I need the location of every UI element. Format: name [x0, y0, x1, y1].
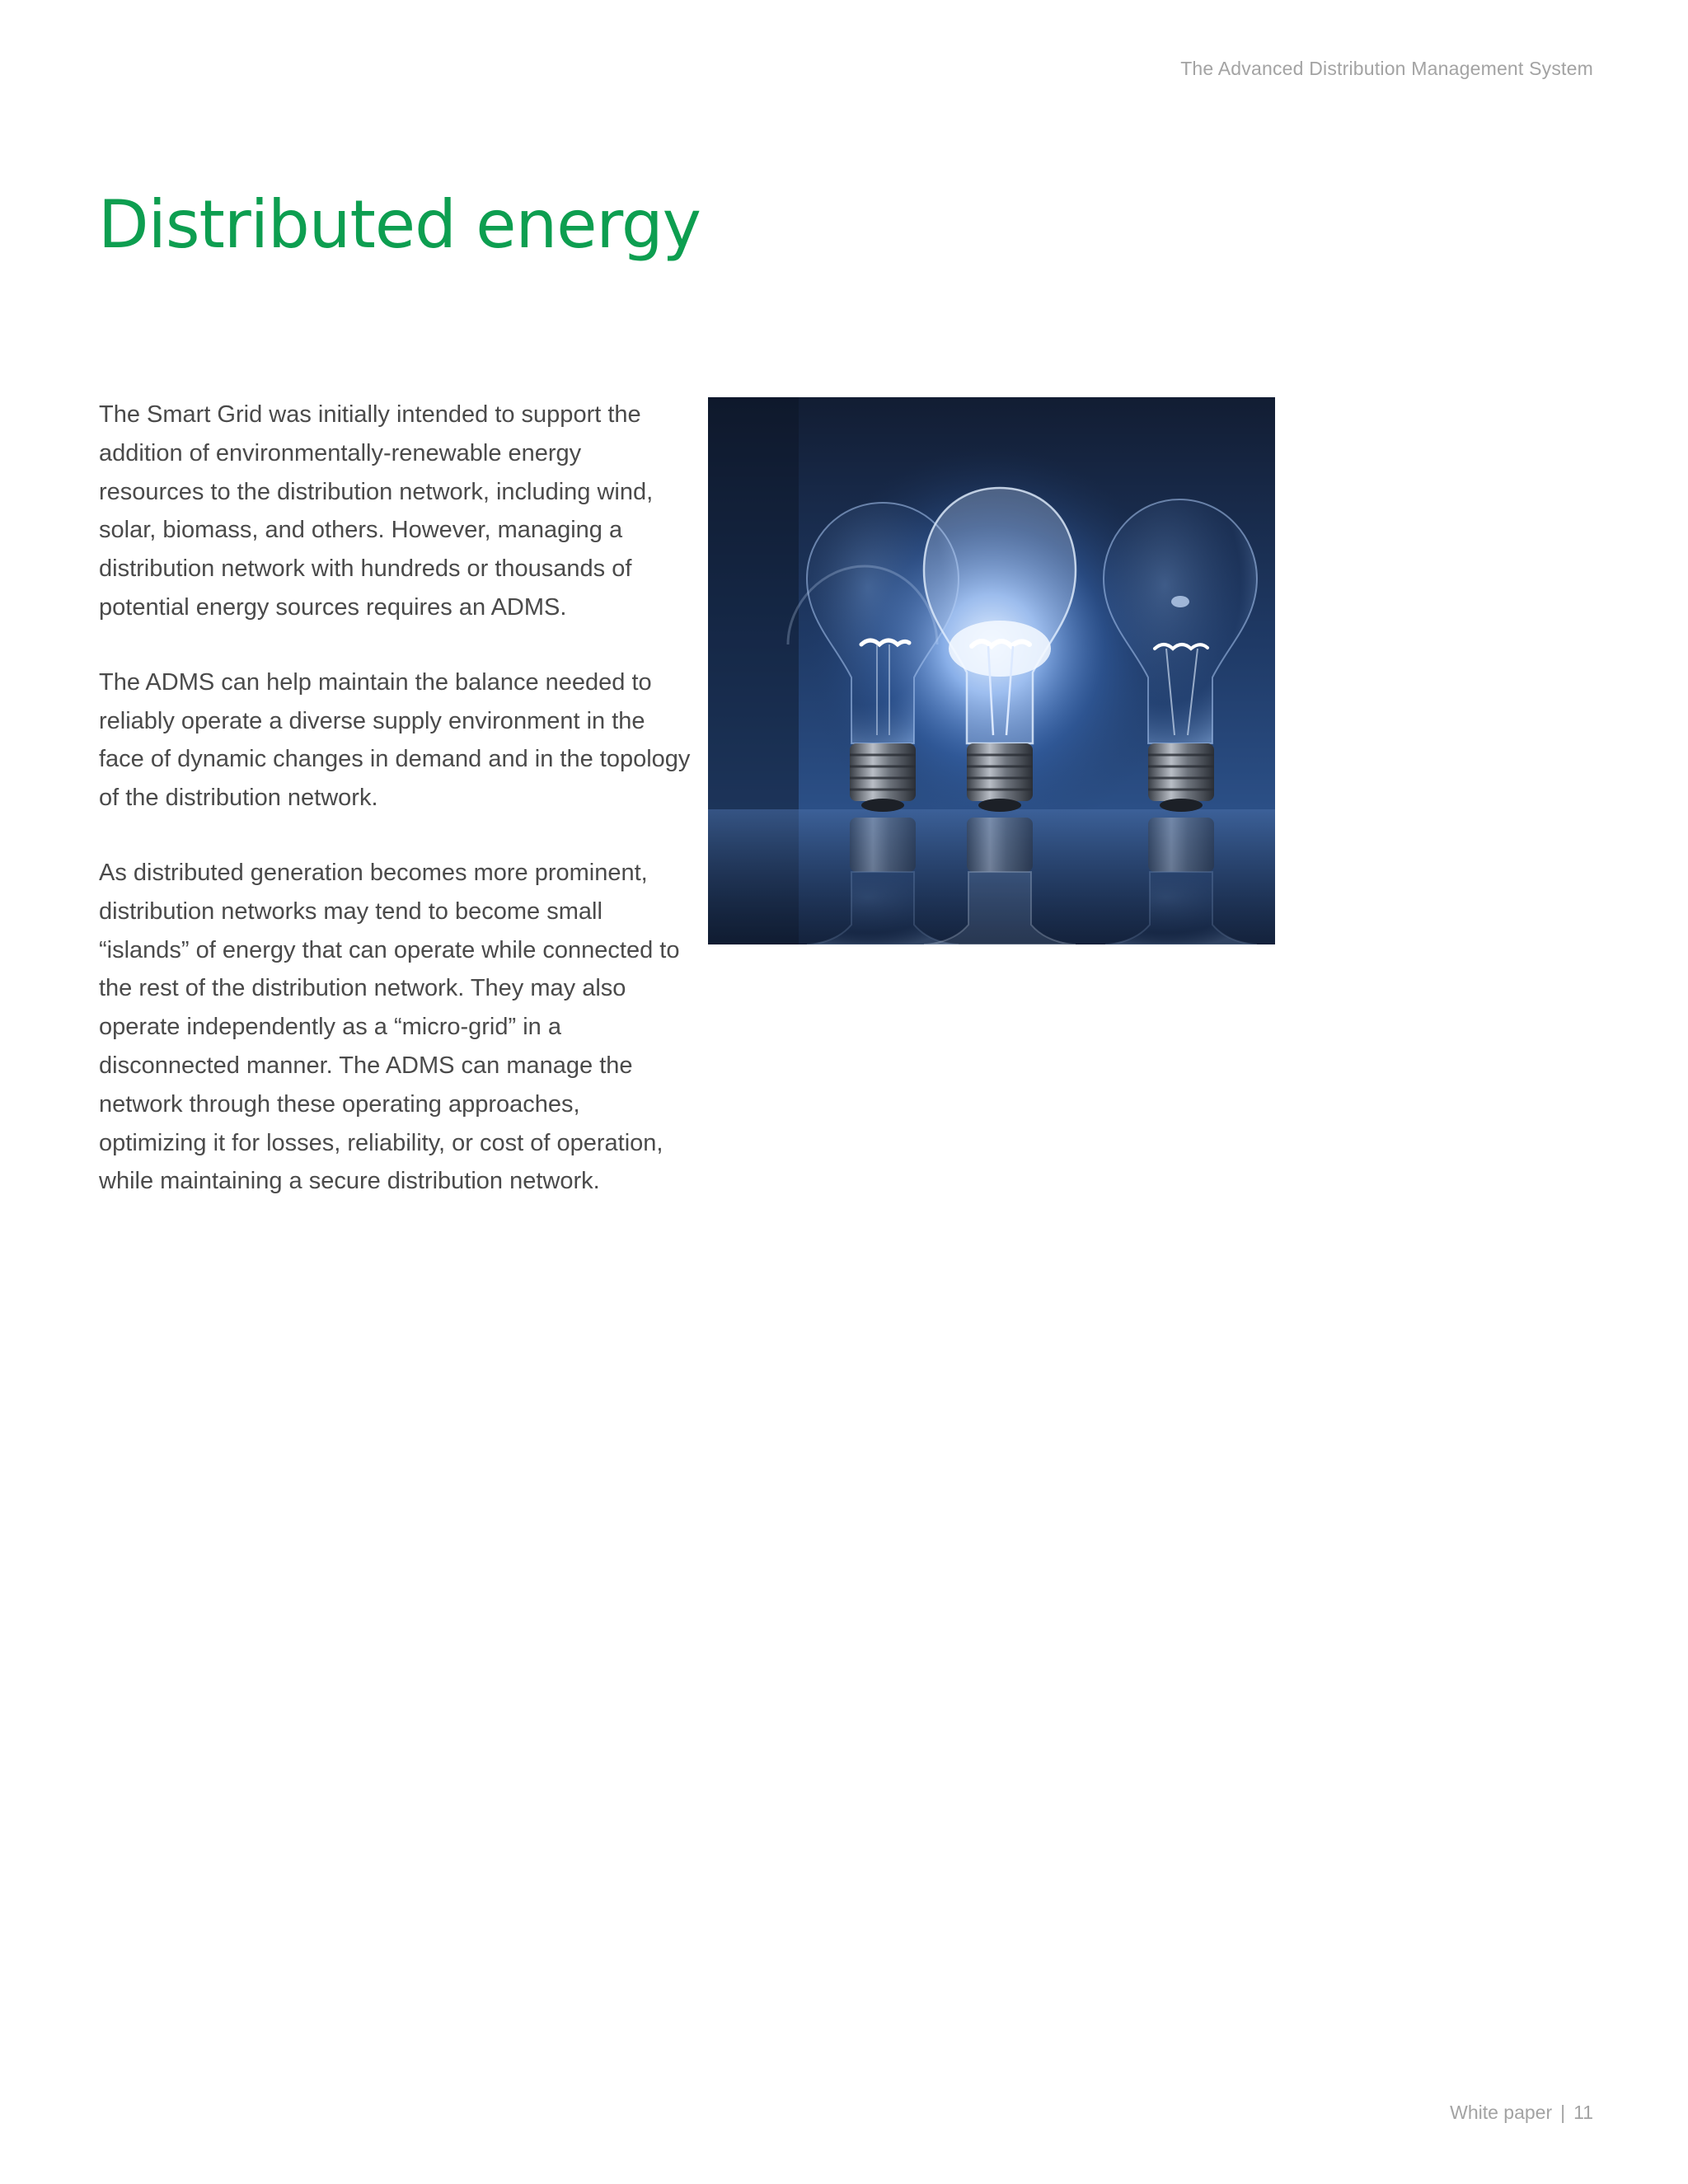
footer-label: White paper	[1450, 2102, 1553, 2123]
running-footer	[1450, 2102, 1593, 2124]
page-number: 11	[1573, 2102, 1593, 2123]
body-text-column	[99, 396, 692, 1237]
page-title: Distributed energy	[98, 186, 701, 263]
footer-separator: |	[1560, 2102, 1566, 2123]
body-paragraph-2: The ADMS can help maintain the balance needed to reliably operate a diverse supply environment in the face of dynamic changes in demand and in the topology of the distribution network.	[99, 668, 691, 812]
light-bulbs-photo	[708, 397, 1275, 944]
light-bulbs-illustration	[708, 397, 1275, 944]
running-header: The Advanced Distribution Management System	[1180, 58, 1593, 79]
body-paragraph-1: The Smart Grid was initially intended to support the addition of environmentally-renewable energy resources to the distribution network, including wind, solar, biomass, and others. However, managing a distribution network with hundreds or thousands of potential energy sources requires an ADMS.	[99, 401, 654, 621]
body-paragraph-3: As distributed generation becomes more prominent, distribution networks may tend to become small “islands” of energy that can operate while connected to the rest of the distribution network. They may also operate independently as a “micro-grid” in a disconnected manner. The ADMS can manage the network through these operating approaches, optimizing it for losses, reliability, or cost of operation, while maintaining a secure distribution network.	[99, 859, 680, 1195]
